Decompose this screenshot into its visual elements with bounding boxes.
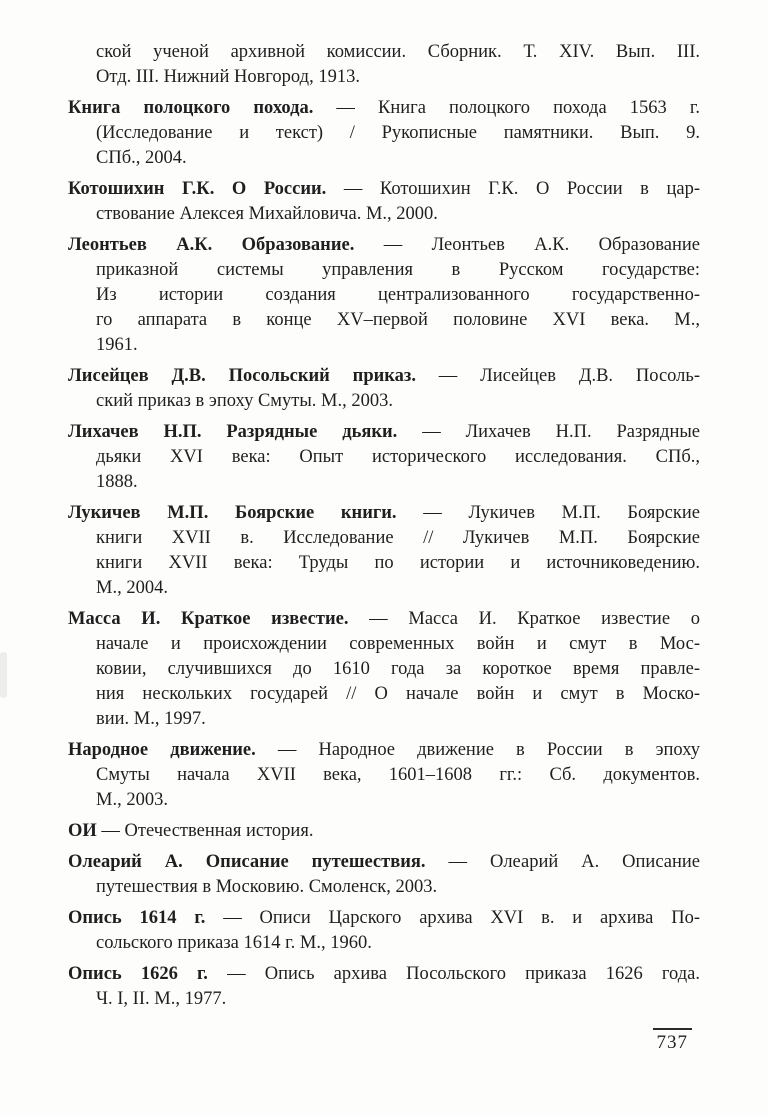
bib-entry-line: Котошихин Г.К. О России. — Котошихин Г.К. О России в цар-	[68, 179, 700, 199]
bib-entry	[68, 607, 700, 732]
bib-entry-line: ский приказ в эпоху Смуты. М., 2003.	[96, 391, 393, 411]
bib-entry-line: приказной системы управления в Русском государстве:	[96, 260, 700, 280]
bib-entry-line: Отд. III. Нижний Новгород, 1913.	[96, 67, 360, 87]
bib-entry-headword: Опись 1614 г.	[68, 908, 206, 928]
bib-entry-line: книги XVII в. Исследование // Лукичев М.П. Боярские	[96, 528, 700, 548]
bib-entry-headword: Лихачев Н.П. Разрядные дьяки.	[68, 422, 398, 442]
bib-entry	[68, 906, 700, 956]
bib-entry-line: путешествия в Московию. Смоленск, 2003.	[96, 877, 438, 897]
bib-entry-line: Опись 1614 г. — Описи Царского архива XVI в. и архива По-	[68, 908, 700, 928]
bib-entry	[68, 962, 700, 1012]
bib-entry-line: ствование Алексея Михайловича. М., 2000.	[96, 204, 438, 224]
bib-entry-line: (Исследование и текст) / Рукописные памятники. Вып. 9.	[96, 123, 700, 143]
bib-entry-headword: Опись 1626 г.	[68, 964, 208, 984]
bib-entry-headword: Леонтьев А.К. Образование.	[68, 235, 355, 255]
bib-entry-headword: Книга полоцкого похода.	[68, 98, 314, 118]
bib-entry-line: Народное движение. — Народное движение в России в эпоху	[68, 740, 700, 760]
bib-entry-line: Книга полоцкого похода. — Книга полоцкого похода 1563 г.	[68, 98, 700, 118]
bib-entry-line: ской ученой архивной комиссии. Сборник. Т. XIV. Вып. III.	[96, 42, 700, 62]
bib-entry-headword: Народное движение.	[68, 740, 256, 760]
bib-entry-line: Лихачев Н.П. Разрядные дьяки. — Лихачев Н.П. Разрядные	[68, 422, 700, 442]
bib-entry-headword: Лукичев М.П. Боярские книги.	[68, 503, 397, 523]
bib-entry-line: Масса И. Краткое известие. — Масса И. Краткое известие о	[68, 609, 700, 629]
bib-entry	[68, 233, 700, 358]
bib-entry	[68, 819, 700, 844]
bib-entry-line: дьяки XVI века: Опыт исторического исследования. СПб.,	[96, 447, 700, 467]
bib-entry-line: 1961.	[96, 335, 138, 355]
page-number: 737	[653, 1028, 693, 1054]
page-footer	[68, 1028, 700, 1054]
bib-entry-line: Из истории создания централизованного государственно-	[96, 285, 700, 305]
bib-entry-headword: Масса И. Краткое известие.	[68, 609, 349, 629]
bib-entry-line: Опись 1626 г. — Опись архива Посольского приказа 1626 года.	[68, 964, 700, 984]
bib-entry-line: Смуты начала XVII века, 1601–1608 гг.: Сб. документов.	[96, 765, 700, 785]
bib-entry-line: М., 2003.	[96, 790, 168, 810]
bib-entry-headword: Котошихин Г.К. О России.	[68, 179, 327, 199]
bib-entry	[68, 40, 700, 90]
bib-entry	[68, 177, 700, 227]
bib-entry	[68, 364, 700, 414]
bib-entry-line: Лисейцев Д.В. Посольский приказ. — Лисейцев Д.В. Посоль-	[68, 366, 701, 386]
bib-entry-line: сольского приказа 1614 г. М., 1960.	[96, 933, 372, 953]
bib-entry-line: 1888.	[96, 472, 138, 492]
bib-entry-headword: ОИ	[68, 821, 97, 841]
bib-entry	[68, 420, 700, 495]
bibliography-list	[68, 40, 700, 1018]
bib-entry-line: Ч. I, II. М., 1977.	[96, 989, 227, 1009]
bib-entry-line: ния нескольких государей // О начале войн и смут в Моско-	[96, 684, 700, 704]
bib-entry-line: СПб., 2004.	[96, 148, 187, 168]
bib-entry	[68, 96, 700, 171]
bib-entry-headword: Олеарий А. Описание путешествия.	[68, 852, 426, 872]
bib-entry-line: ОИ — Отечественная история.	[68, 821, 314, 841]
bib-entry-line: начале и происхождении современных войн и смут в Мос-	[96, 634, 700, 654]
bib-entry-headword: Лисейцев Д.В. Посольский приказ.	[68, 366, 416, 386]
bib-entry-line: книги XVII века: Труды по истории и источниковедению.	[96, 553, 700, 573]
bib-entry-line: ковии, случившихся до 1610 года за короткое время правле-	[96, 659, 700, 679]
bib-entry-line: Лукичев М.П. Боярские книги. — Лукичев М.П. Боярские	[68, 503, 700, 523]
bib-entry	[68, 850, 700, 900]
bib-entry	[68, 501, 700, 601]
bib-entry	[68, 738, 700, 813]
bib-entry-line: Леонтьев А.К. Образование. — Леонтьев А.К. Образование	[68, 235, 700, 255]
bib-entry-line: вии. М., 1997.	[96, 709, 206, 729]
bib-entry-line: го аппарата в конце XV–первой половине XVI века. М.,	[96, 310, 700, 330]
bib-entry-line: Олеарий А. Описание путешествия. — Олеарий А. Описание	[68, 852, 700, 872]
scan-artifact	[0, 652, 7, 698]
bib-entry-line: М., 2004.	[96, 578, 168, 598]
